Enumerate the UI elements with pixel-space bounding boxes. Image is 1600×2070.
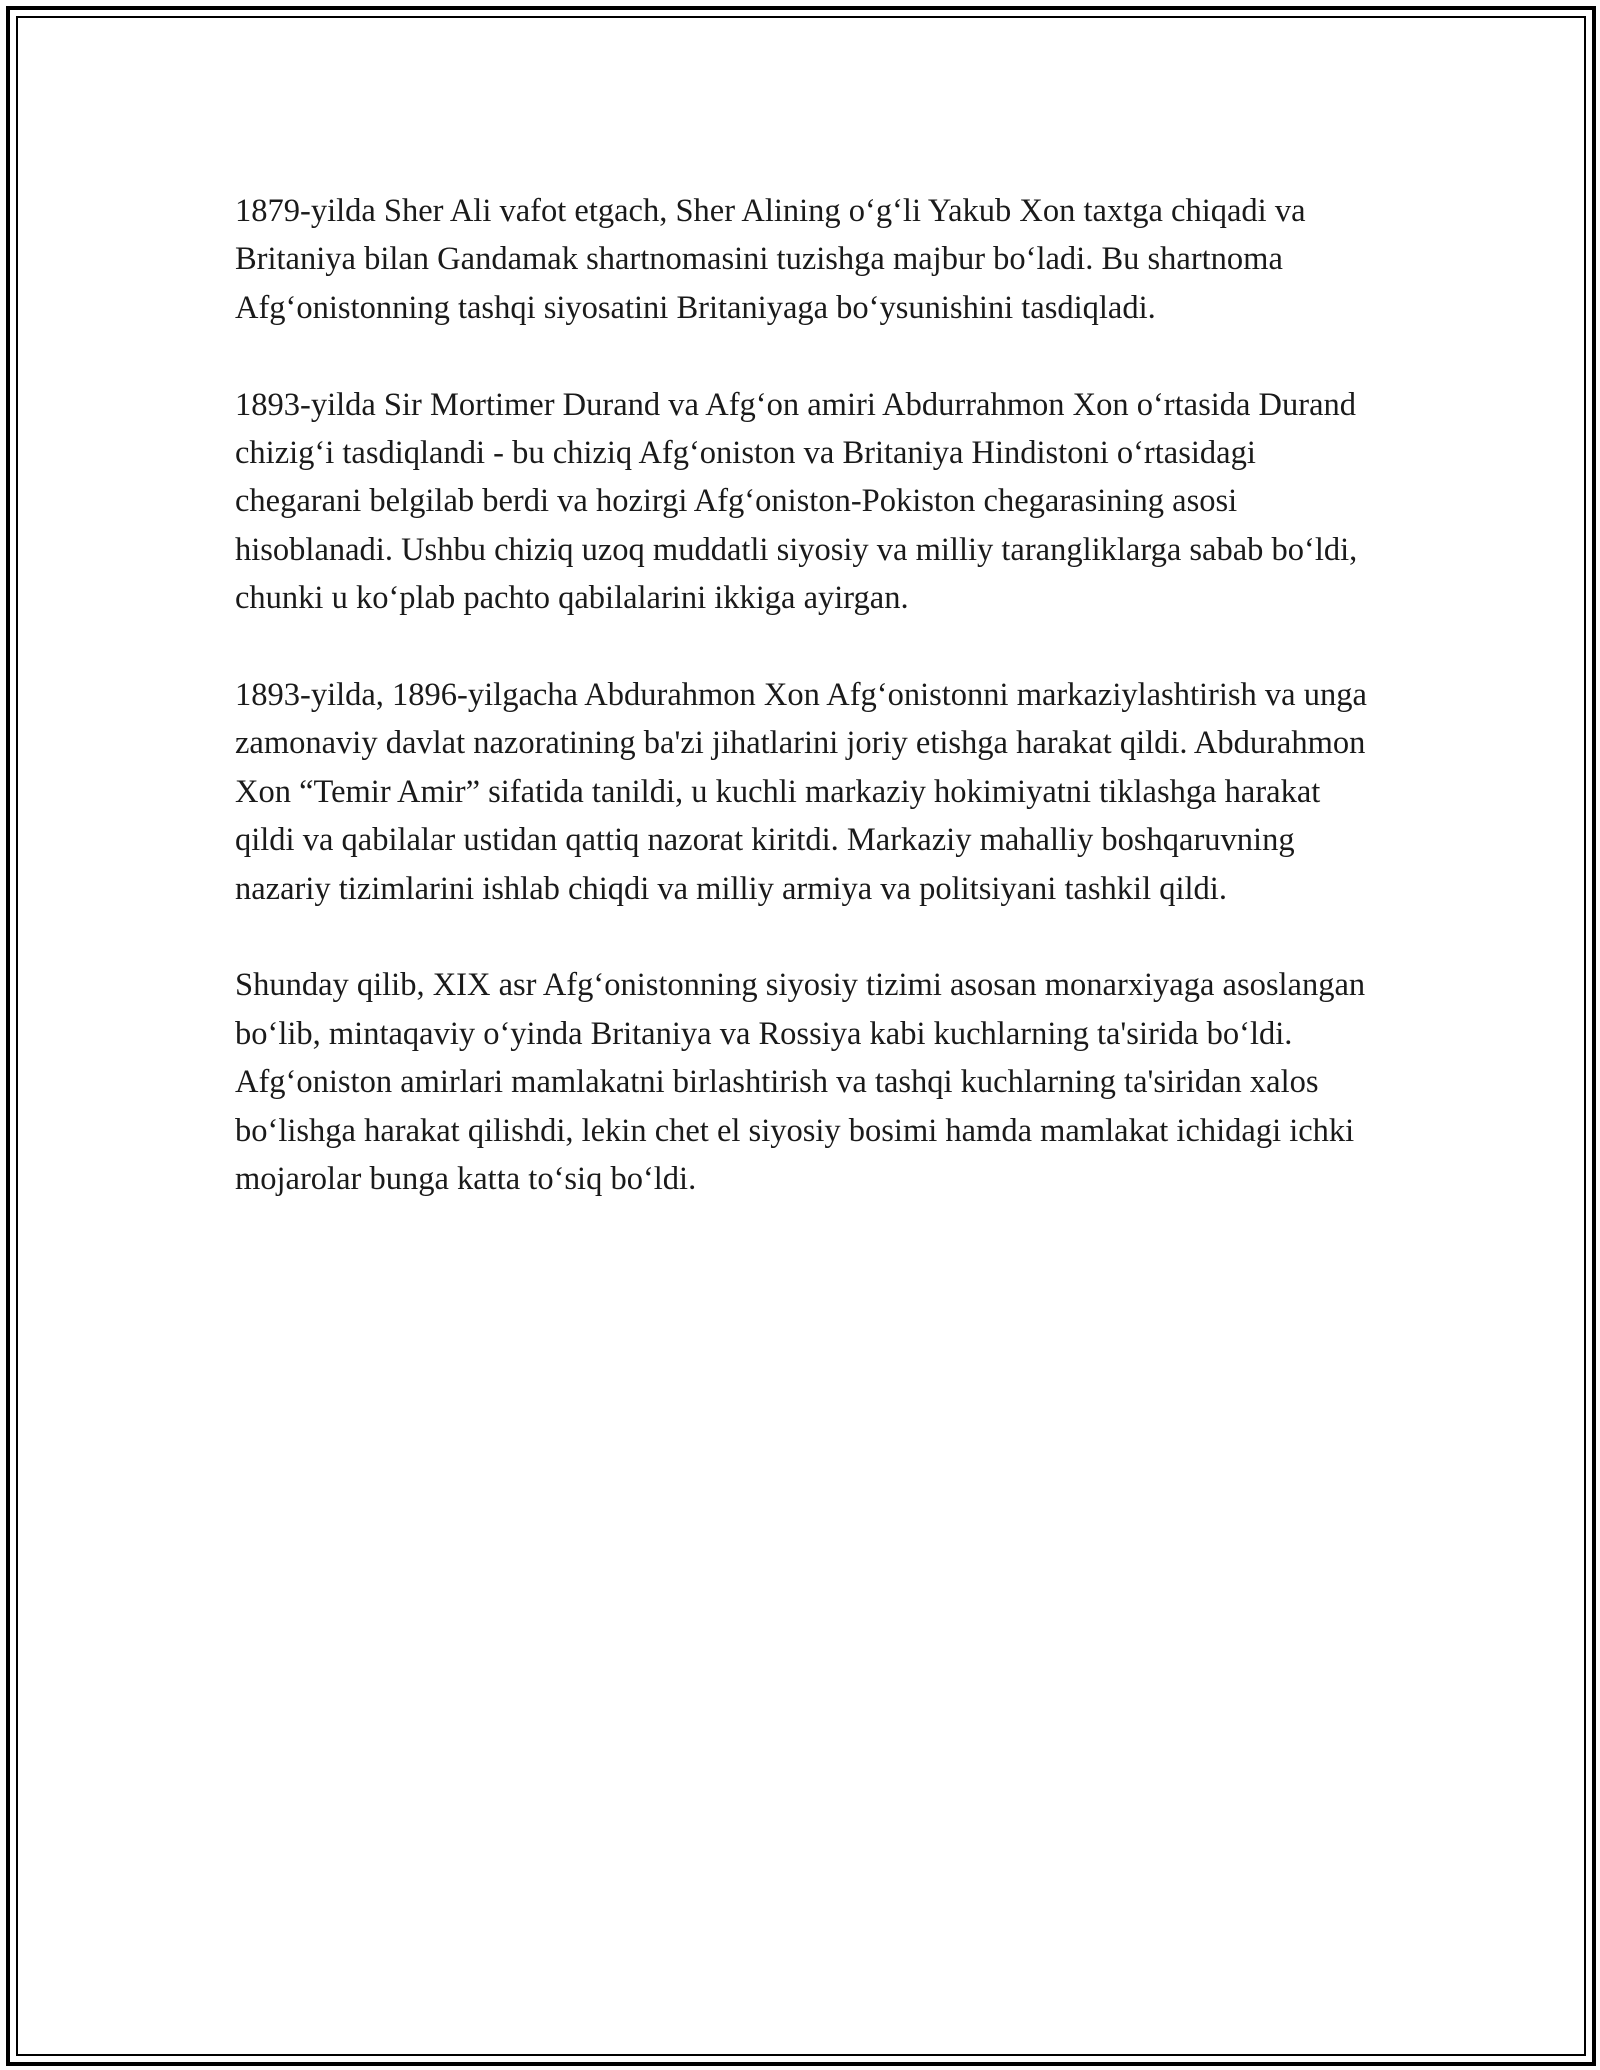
paragraph-gandamak-treaty: 1879-yilda Sher Ali vafot etgach, Sher Alining o‘g‘li Yakub Xon taxtga chiqadi va Britaniya bilan Gandamak shartnomasini tuzishga majbur bo‘ladi. Bu shartnoma Afg‘onistonning tashqi siyosatini Britaniyaga bo‘ysunishini tasdiqladi. <box>235 193 1306 326</box>
document-body <box>235 187 1375 1252</box>
paragraph-abdurahmon-khan: 1893-yilda, 1896-yilgacha Abdurahmon Xon Afg‘onistonni markaziylashtirish va unga zamonaviy davlat nazoratining ba'zi jihatlarini joriy etishga harakat qildi. Abdurahmon Xon “Temir Amir” sifatida tanildi, u kuchli markaziy hokimiyatni tiklashga harakat qildi va qabilalar ustidan qattiq nazorat kiritdi. Markaziy mahalliy boshqaruvning nazariy tizimlarini ishlab chiqdi va milliy armiya va politsiyani tashkil qildi. <box>235 677 1367 907</box>
paragraph-durand-line: 1893-yilda Sir Mortimer Durand va Afg‘on amiri Abdurrahmon Xon o‘rtasida Durand chizig‘i tasdiqlandi - bu chiziq Afg‘oniston va Britaniya Hindistoni o‘rtasidagi chegarani belgilab berdi va hozirgi Afg‘oniston-Pokiston chegarasining asosi hisoblanadi. Ushbu chiziq uzoq muddatli siyosiy va milliy tarangliklarga sabab bo‘ldi, chunki u ko‘plab pachto qabilalarini ikkiga ayirgan. <box>235 386 1358 617</box>
paragraph-conclusion: Shunday qilib, XIX asr Afg‘onistonning siyosiy tizimi asosan monarxiyaga asoslangan bo‘lib, mintaqaviy o‘yinda Britaniya va Rossiya kabi kuchlarning ta'sirida bo‘ldi. Afg‘oniston amirlari mamlakatni birlashtirish va tashqi kuchlarning ta'siridan xalos bo‘lishga harakat qilishdi, lekin chet el siyosiy bosimi hamda mamlakat ichidagi ichki mojarolar bunga katta to‘siq bo‘ldi. <box>235 967 1366 1198</box>
